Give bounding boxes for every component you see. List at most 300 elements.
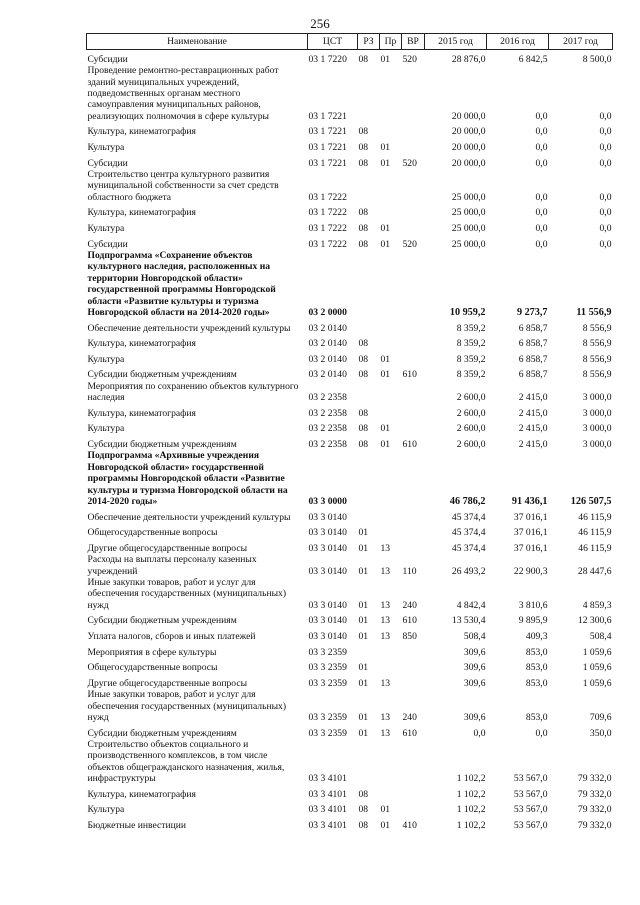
row-name: Уплата налогов, сборов и иных платежей bbox=[87, 630, 256, 642]
row-value-2017: 350,0 bbox=[589, 727, 612, 739]
row-value-2016: 53 567,0 bbox=[513, 773, 548, 785]
row-rz: 08 bbox=[358, 157, 369, 169]
row-name: Субсидии bbox=[87, 238, 128, 250]
row-value-2017: 4 859,3 bbox=[582, 599, 612, 611]
row-name: Расходы на выплаты персоналу казенных учреждений bbox=[87, 554, 257, 577]
row-value-2017: 1 059,6 bbox=[582, 646, 612, 658]
row-pr: 13 bbox=[380, 630, 391, 642]
header-2017: 2017 год bbox=[549, 34, 613, 50]
row-vr: 240 bbox=[402, 599, 417, 611]
row-name: Другие общегосударственные вопросы bbox=[87, 542, 248, 554]
row-pr bbox=[380, 507, 402, 523]
table-row bbox=[87, 523, 613, 539]
row-value-2015: 0,0 bbox=[473, 727, 486, 739]
row-value-2017: 1 059,6 bbox=[582, 677, 612, 689]
row-rz: 01 bbox=[358, 727, 369, 739]
row-name: Общегосударственные вопросы bbox=[87, 662, 218, 674]
row-value-2017: 79 332,0 bbox=[577, 773, 612, 785]
row-value-2017: 3 000,0 bbox=[582, 423, 612, 435]
row-vr bbox=[402, 507, 425, 523]
row-cst: 03 1 7222 bbox=[308, 222, 347, 234]
row-name: Строительство объектов социального и производственного комплексов, в том числе объектов общегражданского назначения, жилья, инфраструктуры bbox=[87, 738, 285, 785]
row-rz: 08 bbox=[358, 338, 369, 350]
row-rz: 08 bbox=[358, 423, 369, 435]
row-rz bbox=[358, 318, 380, 334]
row-value-2015: 8 359,2 bbox=[456, 322, 486, 334]
row-value-2016: 6 858,7 bbox=[518, 322, 548, 334]
row-value-2017: 0,0 bbox=[599, 238, 612, 250]
table-row bbox=[87, 234, 613, 250]
row-pr: 13 bbox=[380, 599, 391, 611]
row-name: Субсидии bbox=[87, 53, 128, 65]
row-name: Культура bbox=[87, 353, 125, 365]
table-row bbox=[87, 318, 613, 334]
header-cst: ЦСТ bbox=[308, 34, 358, 50]
header-2015: 2015 год bbox=[425, 34, 487, 50]
row-value-2017: 709,6 bbox=[589, 711, 612, 723]
row-name: Общегосударственные вопросы bbox=[87, 527, 218, 539]
row-pr: 01 bbox=[380, 141, 391, 153]
row-cst: 03 1 7222 bbox=[308, 191, 347, 203]
table-row bbox=[87, 419, 613, 435]
row-rz: 08 bbox=[358, 141, 369, 153]
row-pr: 01 bbox=[380, 353, 391, 365]
row-cst: 03 1 7222 bbox=[308, 207, 347, 219]
header-rz: РЗ bbox=[358, 34, 380, 50]
row-pr bbox=[380, 739, 402, 785]
row-value-2017: 126 507,5 bbox=[570, 495, 612, 507]
row-name: Проведение ремонтно-реставрационных работ зданий муниципальных учреждений, подведомственных органам местного самоуправления муниципальных районов, реализующих полномочия в сфере культуры bbox=[87, 65, 279, 122]
table-row bbox=[87, 219, 613, 235]
row-rz bbox=[358, 169, 380, 203]
row-value-2017: 508,4 bbox=[589, 630, 612, 642]
row-name: Субсидии bbox=[87, 157, 128, 169]
row-value-2015: 8 359,2 bbox=[456, 338, 486, 350]
row-cst: 03 2 0140 bbox=[308, 353, 347, 365]
row-pr: 01 bbox=[380, 238, 391, 250]
row-name: Обеспечение деятельности учреждений культуры bbox=[87, 511, 291, 523]
row-cst: 03 1 7222 bbox=[308, 238, 347, 250]
row-vr bbox=[402, 450, 425, 507]
row-pr bbox=[380, 250, 402, 318]
row-pr bbox=[380, 122, 402, 138]
row-value-2017: 0,0 bbox=[599, 110, 612, 122]
row-value-2016: 0,0 bbox=[535, 157, 548, 169]
row-name: Иные закупки товаров, работ и услуг для обеспечения государственных (муниципальных) нужд bbox=[87, 576, 287, 611]
row-vr bbox=[402, 250, 425, 318]
row-pr bbox=[380, 523, 402, 539]
row-cst: 03 1 7221 bbox=[308, 126, 347, 138]
row-value-2015: 45 374,4 bbox=[451, 542, 486, 554]
table-row bbox=[87, 800, 613, 816]
row-pr: 13 bbox=[380, 615, 391, 627]
row-rz: 01 bbox=[358, 711, 369, 723]
row-cst: 03 3 0140 bbox=[308, 542, 347, 554]
row-vr bbox=[402, 800, 425, 816]
row-value-2015: 25 000,0 bbox=[451, 191, 486, 203]
row-vr bbox=[402, 419, 425, 435]
row-name: Культура, кинематография bbox=[87, 126, 196, 138]
row-value-2016: 0,0 bbox=[535, 238, 548, 250]
row-value-2016: 0,0 bbox=[535, 110, 548, 122]
row-vr bbox=[402, 739, 425, 785]
row-value-2015: 20 000,0 bbox=[451, 110, 486, 122]
row-rz: 08 bbox=[358, 438, 369, 450]
table-row bbox=[87, 539, 613, 555]
row-value-2015: 309,6 bbox=[463, 711, 486, 723]
row-pr bbox=[380, 203, 402, 219]
row-cst: 03 2 2358 bbox=[308, 438, 347, 450]
row-value-2017: 28 447,6 bbox=[577, 565, 612, 577]
row-rz: 08 bbox=[358, 53, 369, 65]
row-value-2015: 309,6 bbox=[463, 646, 486, 658]
row-rz: 01 bbox=[358, 565, 369, 577]
table-header bbox=[87, 34, 613, 50]
row-pr: 01 bbox=[380, 157, 391, 169]
row-value-2016: 0,0 bbox=[535, 191, 548, 203]
row-rz bbox=[358, 65, 380, 122]
row-vr: 520 bbox=[402, 157, 417, 169]
budget-table bbox=[86, 33, 613, 831]
row-vr bbox=[402, 318, 425, 334]
row-vr bbox=[402, 219, 425, 235]
row-value-2017: 0,0 bbox=[599, 126, 612, 138]
row-value-2016: 9 273,7 bbox=[516, 306, 548, 318]
row-value-2017: 79 332,0 bbox=[577, 804, 612, 816]
row-rz: 01 bbox=[358, 677, 369, 689]
row-vr bbox=[402, 138, 425, 154]
row-pr bbox=[380, 642, 402, 658]
row-value-2016: 37 016,1 bbox=[513, 511, 548, 523]
table-row bbox=[87, 250, 613, 318]
row-pr bbox=[380, 450, 402, 507]
row-pr bbox=[380, 65, 402, 122]
table-row bbox=[87, 577, 613, 611]
row-rz: 08 bbox=[358, 353, 369, 365]
row-value-2017: 3 000,0 bbox=[582, 407, 612, 419]
row-value-2016: 9 895,9 bbox=[518, 615, 548, 627]
row-pr bbox=[380, 381, 402, 404]
table-row bbox=[87, 739, 613, 785]
table-row bbox=[87, 689, 613, 723]
row-value-2016: 0,0 bbox=[535, 207, 548, 219]
row-value-2016: 0,0 bbox=[535, 141, 548, 153]
row-value-2016: 853,0 bbox=[525, 646, 548, 658]
row-name: Культура bbox=[87, 141, 125, 153]
table-row bbox=[87, 554, 613, 577]
row-value-2017: 79 332,0 bbox=[577, 788, 612, 800]
table-row bbox=[87, 642, 613, 658]
row-value-2017: 1 059,6 bbox=[582, 662, 612, 674]
table-row bbox=[87, 658, 613, 674]
row-pr: 01 bbox=[380, 222, 391, 234]
row-vr: 610 bbox=[402, 727, 417, 739]
row-name: Мероприятия по сохранению объектов культурного наследия bbox=[87, 380, 299, 404]
row-vr: 520 bbox=[402, 238, 417, 250]
row-value-2015: 1 102,2 bbox=[456, 804, 486, 816]
row-cst: 03 1 7221 bbox=[308, 157, 347, 169]
row-cst: 03 3 0140 bbox=[308, 615, 347, 627]
header-2016: 2016 год bbox=[487, 34, 549, 50]
row-value-2017: 8 556,9 bbox=[582, 338, 612, 350]
table-row bbox=[87, 404, 613, 420]
row-cst: 03 2 0140 bbox=[308, 338, 347, 350]
row-value-2015: 28 876,0 bbox=[451, 53, 486, 65]
row-value-2016: 53 567,0 bbox=[513, 804, 548, 816]
row-cst: 03 3 2359 bbox=[308, 711, 347, 723]
row-cst: 03 3 2359 bbox=[308, 662, 347, 674]
row-rz bbox=[358, 381, 380, 404]
row-vr bbox=[402, 381, 425, 404]
row-value-2016: 409,3 bbox=[525, 630, 548, 642]
row-vr bbox=[402, 122, 425, 138]
row-value-2016: 53 567,0 bbox=[513, 819, 548, 831]
row-vr: 240 bbox=[402, 711, 417, 723]
row-value-2015: 309,6 bbox=[463, 677, 486, 689]
row-value-2015: 8 359,2 bbox=[456, 369, 486, 381]
row-name: Культура bbox=[87, 804, 125, 816]
row-name: Подпрограмма «Сохранение объектов культурного наследия, расположенных на территории Новгородской области» государственной программы Новгородской области «Развитие культуры и туризма Новгородской области на 2014-2020 годы» bbox=[87, 249, 276, 318]
row-value-2017: 0,0 bbox=[599, 207, 612, 219]
row-value-2015: 25 000,0 bbox=[451, 207, 486, 219]
row-pr bbox=[380, 785, 402, 801]
row-rz bbox=[358, 642, 380, 658]
row-pr bbox=[380, 318, 402, 334]
page-number: 256 bbox=[310, 16, 330, 31]
row-value-2015: 10 959,2 bbox=[449, 306, 486, 318]
row-vr bbox=[402, 642, 425, 658]
header-vr: ВР bbox=[402, 34, 425, 50]
row-value-2017: 8 500,0 bbox=[582, 53, 612, 65]
row-vr: 610 bbox=[402, 438, 417, 450]
row-vr bbox=[402, 785, 425, 801]
row-cst: 03 2 2358 bbox=[308, 392, 347, 404]
row-pr: 01 bbox=[380, 804, 391, 816]
row-value-2015: 1 102,2 bbox=[456, 819, 486, 831]
row-vr: 850 bbox=[402, 630, 417, 642]
row-value-2016: 6 858,7 bbox=[518, 338, 548, 350]
header-pr: Пр bbox=[380, 34, 402, 50]
row-value-2015: 309,6 bbox=[463, 662, 486, 674]
row-name: Подпрограмма «Архивные учреждения Новгородской области» государственной программы Новгородской области «Развитие культуры и туризма Новгородской области на 2014-2020 годы» bbox=[87, 450, 288, 507]
row-value-2016: 2 415,0 bbox=[518, 438, 548, 450]
row-pr: 01 bbox=[380, 819, 391, 831]
row-vr: 520 bbox=[402, 53, 417, 65]
row-value-2017: 46 115,9 bbox=[578, 542, 612, 554]
row-rz: 01 bbox=[358, 615, 369, 627]
row-vr bbox=[402, 65, 425, 122]
row-cst: 03 3 4101 bbox=[308, 788, 347, 800]
row-cst: 03 3 4101 bbox=[308, 819, 347, 831]
row-vr bbox=[402, 203, 425, 219]
table-row bbox=[87, 785, 613, 801]
row-cst: 03 2 2358 bbox=[308, 423, 347, 435]
row-value-2015: 13 530,4 bbox=[451, 615, 486, 627]
row-vr bbox=[402, 350, 425, 366]
row-cst: 03 3 0140 bbox=[308, 511, 347, 523]
row-value-2016: 2 415,0 bbox=[518, 423, 548, 435]
row-value-2017: 8 556,9 bbox=[582, 369, 612, 381]
row-cst: 03 1 7220 bbox=[308, 53, 347, 65]
row-vr: 610 bbox=[402, 615, 417, 627]
row-vr: 410 bbox=[402, 819, 417, 831]
row-cst: 03 3 2359 bbox=[308, 646, 347, 658]
row-value-2016: 2 415,0 bbox=[518, 407, 548, 419]
row-rz bbox=[358, 739, 380, 785]
row-name: Субсидии бюджетным учреждениям bbox=[87, 615, 237, 627]
row-rz: 08 bbox=[358, 126, 369, 138]
row-rz bbox=[358, 250, 380, 318]
table-row bbox=[87, 169, 613, 203]
row-name: Культура, кинематография bbox=[87, 207, 196, 219]
row-cst: 03 1 7221 bbox=[308, 141, 347, 153]
row-rz: 08 bbox=[358, 238, 369, 250]
row-value-2015: 2 600,0 bbox=[456, 392, 486, 404]
row-value-2015: 20 000,0 bbox=[451, 126, 486, 138]
row-pr bbox=[380, 169, 402, 203]
row-pr: 13 bbox=[380, 565, 391, 577]
row-cst: 03 3 4101 bbox=[308, 804, 347, 816]
row-value-2017: 0,0 bbox=[599, 141, 612, 153]
row-value-2016: 853,0 bbox=[525, 711, 548, 723]
table-row bbox=[87, 507, 613, 523]
row-value-2015: 20 000,0 bbox=[451, 141, 486, 153]
row-rz: 08 bbox=[358, 819, 369, 831]
row-cst: 03 3 0140 bbox=[308, 527, 347, 539]
row-rz: 01 bbox=[358, 599, 369, 611]
row-value-2015: 25 000,0 bbox=[451, 222, 486, 234]
row-value-2016: 3 810,6 bbox=[518, 599, 548, 611]
table-row bbox=[87, 450, 613, 507]
row-pr: 13 bbox=[380, 542, 391, 554]
row-rz bbox=[358, 507, 380, 523]
row-value-2017: 3 000,0 bbox=[582, 438, 612, 450]
table-row bbox=[87, 334, 613, 350]
row-rz: 01 bbox=[358, 630, 369, 642]
row-cst: 03 3 2359 bbox=[308, 727, 347, 739]
row-value-2017: 11 556,9 bbox=[576, 306, 612, 318]
table-row bbox=[87, 65, 613, 122]
row-value-2015: 2 600,0 bbox=[456, 407, 486, 419]
row-value-2015: 1 102,2 bbox=[456, 773, 486, 785]
row-value-2016: 2 415,0 bbox=[518, 392, 548, 404]
row-pr bbox=[380, 404, 402, 420]
row-pr: 13 bbox=[380, 677, 391, 689]
table-row bbox=[87, 611, 613, 627]
row-value-2017: 46 115,9 bbox=[578, 527, 612, 539]
row-value-2016: 6 858,7 bbox=[518, 369, 548, 381]
table-row bbox=[87, 723, 613, 739]
row-vr bbox=[402, 334, 425, 350]
row-vr bbox=[402, 539, 425, 555]
row-vr bbox=[402, 674, 425, 690]
row-vr bbox=[402, 658, 425, 674]
row-rz: 01 bbox=[358, 662, 369, 674]
table-row bbox=[87, 365, 613, 381]
row-value-2016: 6 842,5 bbox=[518, 53, 548, 65]
row-value-2017: 8 556,9 bbox=[582, 322, 612, 334]
table-row bbox=[87, 627, 613, 643]
row-pr: 01 bbox=[380, 423, 391, 435]
row-rz: 08 bbox=[358, 222, 369, 234]
row-value-2015: 508,4 bbox=[463, 630, 486, 642]
row-value-2016: 53 567,0 bbox=[513, 788, 548, 800]
row-value-2017: 12 300,6 bbox=[577, 615, 612, 627]
table-row bbox=[87, 50, 613, 66]
row-cst: 03 3 0140 bbox=[308, 599, 347, 611]
row-name: Мероприятия в сфере культуры bbox=[87, 646, 217, 658]
row-pr bbox=[380, 658, 402, 674]
row-cst: 03 1 7221 bbox=[308, 110, 347, 122]
table-row bbox=[87, 350, 613, 366]
row-pr: 01 bbox=[380, 53, 391, 65]
row-name: Культура, кинематография bbox=[87, 338, 196, 350]
table-body bbox=[87, 50, 613, 832]
row-rz: 01 bbox=[358, 527, 369, 539]
row-pr: 13 bbox=[380, 711, 391, 723]
row-value-2016: 0,0 bbox=[535, 222, 548, 234]
row-name: Культура bbox=[87, 423, 125, 435]
row-value-2016: 22 900,3 bbox=[513, 565, 548, 577]
row-vr bbox=[402, 169, 425, 203]
row-rz: 08 bbox=[358, 788, 369, 800]
row-value-2016: 37 016,1 bbox=[513, 527, 548, 539]
row-value-2015: 4 842,4 bbox=[456, 599, 486, 611]
row-vr: 610 bbox=[402, 369, 417, 381]
row-cst: 03 3 4101 bbox=[308, 773, 347, 785]
row-value-2015: 26 493,2 bbox=[451, 565, 486, 577]
row-name: Обеспечение деятельности учреждений культуры bbox=[87, 322, 291, 334]
row-value-2015: 25 000,0 bbox=[451, 238, 486, 250]
row-name: Субсидии бюджетным учреждениям bbox=[87, 727, 237, 739]
row-value-2015: 2 600,0 bbox=[456, 438, 486, 450]
row-vr bbox=[402, 404, 425, 420]
row-value-2017: 0,0 bbox=[599, 222, 612, 234]
row-value-2015: 20 000,0 bbox=[451, 157, 486, 169]
row-name: Субсидии бюджетным учреждениям bbox=[87, 438, 237, 450]
table-row bbox=[87, 816, 613, 832]
row-value-2017: 46 115,9 bbox=[578, 511, 612, 523]
table-row bbox=[87, 435, 613, 451]
row-cst: 03 2 0140 bbox=[308, 322, 347, 334]
row-value-2016: 853,0 bbox=[525, 677, 548, 689]
row-pr: 01 bbox=[380, 369, 391, 381]
row-name: Другие общегосударственные вопросы bbox=[87, 677, 248, 689]
table-row bbox=[87, 153, 613, 169]
row-value-2017: 79 332,0 bbox=[577, 819, 612, 831]
row-cst: 03 2 0140 bbox=[308, 369, 347, 381]
row-value-2016: 91 436,1 bbox=[511, 495, 548, 507]
row-name: Культура, кинематография bbox=[87, 407, 196, 419]
row-value-2016: 37 016,1 bbox=[513, 542, 548, 554]
row-value-2015: 1 102,2 bbox=[456, 788, 486, 800]
table-row bbox=[87, 381, 613, 404]
row-pr bbox=[380, 334, 402, 350]
row-vr bbox=[402, 523, 425, 539]
row-value-2015: 2 600,0 bbox=[456, 423, 486, 435]
row-value-2017: 3 000,0 bbox=[582, 392, 612, 404]
row-cst: 03 3 0140 bbox=[308, 565, 347, 577]
row-cst: 03 3 0000 bbox=[308, 495, 347, 507]
table-row bbox=[87, 122, 613, 138]
row-value-2017: 0,0 bbox=[599, 157, 612, 169]
row-value-2016: 853,0 bbox=[525, 662, 548, 674]
table-row bbox=[87, 203, 613, 219]
row-name: Культура, кинематография bbox=[87, 788, 196, 800]
row-value-2016: 0,0 bbox=[535, 126, 548, 138]
row-value-2015: 45 374,4 bbox=[451, 511, 486, 523]
row-value-2017: 8 556,9 bbox=[582, 353, 612, 365]
